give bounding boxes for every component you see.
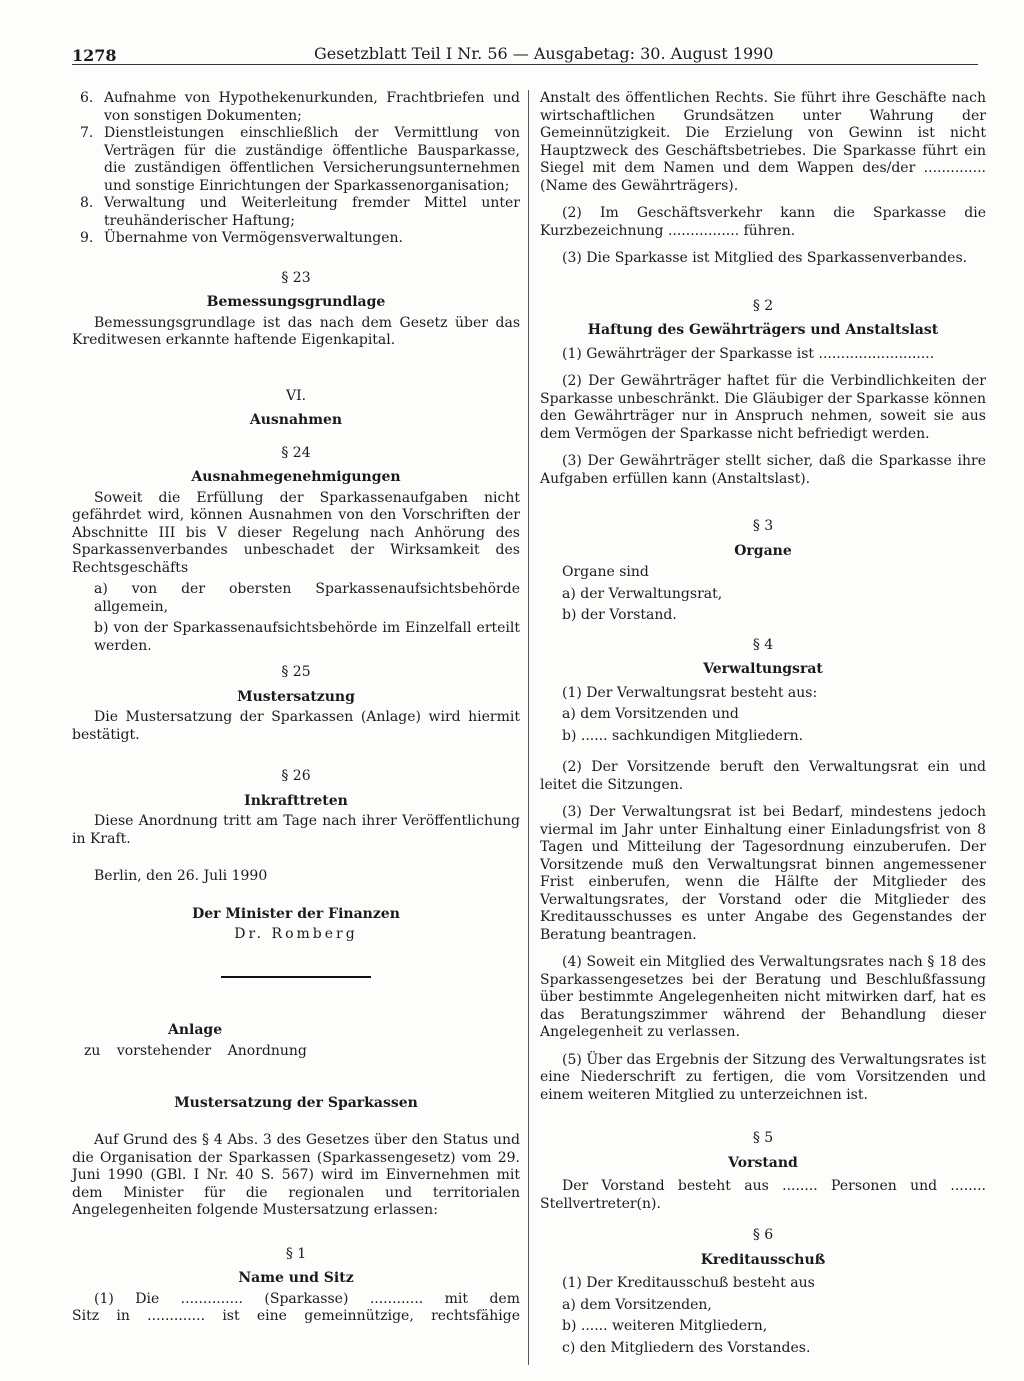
paragraph-line: (1) Die .............. (Sparkasse) ............ mit dem (94, 1290, 520, 1307)
section-heading: § 2 (752, 297, 774, 314)
paragraph: (2) Im Geschäftsverkehr kann die Sparkasse die Kurzbezeichnung ................ führen. (540, 205, 986, 239)
paragraph: Anstalt des öffentlichen Rechts. Sie führt ihre Geschäfte nach wirtschaftlichen Grundsätzen unter Wahrung der Gemeinnützigkeit. Die Erzielung von Gewinn ist nicht Hauptzweck des Geschäftsbetriebes. Die Sparkasse führt ein Siegel mit dem Namen und dem Wappen des/der .............. (Name des Gewährträgers). (540, 90, 986, 194)
left-column (72, 90, 520, 1326)
paragraph: Auf Grund des § 4 Abs. 3 des Gesetzes über den Status und die Organisation der Sparkassen (Sparkassengesetz) vom 29. Juni 1990 (GBl. I Nr. 40 S. 567) wird im Einvernehmen mit dem Minister für die regionalen und territorialen Angelegenheiten folgende Mustersatzung erlassen: (72, 1132, 520, 1218)
list-item: a) der Verwaltungsrat, (562, 585, 723, 602)
paragraph: (2) Der Vorsitzende beruft den Verwaltungsrat ein und leitet die Sitzungen. (540, 759, 986, 793)
paragraph-line: Sitz in ............. ist eine gemeinnützige, rechtsfähige (72, 1308, 520, 1324)
section-heading: § 24 (281, 444, 311, 461)
paragraph: Der Vorstand besteht aus ........ Personen und ........ Stellvertreter(n). (540, 1178, 986, 1212)
section-heading: § 23 (281, 269, 311, 286)
section-title: Haftung des Gewährträgers und Anstaltslast (587, 322, 939, 338)
statute-title: Mustersatzung der Sparkassen (174, 1094, 418, 1111)
paragraph: (3) Die Sparkasse ist Mitglied des Sparkassenverbandes. (562, 250, 968, 266)
paragraph: (5) Über das Ergebnis der Sitzung des Verwaltungsrates ist eine Niederschrift zu fertigen, die vom Vorsitzenden und einem weiteren Mitglied zu unterzeichnen ist. (540, 1051, 986, 1103)
section-title: Name und Sitz (238, 1270, 354, 1286)
section-heading: § 6 (752, 1227, 774, 1243)
page-number: 1278 (72, 46, 117, 65)
paragraph: (3) Der Verwaltungsrat ist bei Bedarf, mindestens jedoch viermal im Jahr unter Einhaltung einer Einladungsfrist von 8 Tagen und Mitteilung der Tagesordnung einzuberufen. Der Vorsitzende muß den Verwaltungsrat binnen angemessener Frist einberufen, wenn die Hälfte der Mitglieder des Verwaltungsrates, der Vorstand oder die Mitglieder des Kreditausschusses es unter Angabe des Gegenstandes der Beratung beantragen. (540, 804, 986, 943)
signatory-name: Dr. Romberg (234, 926, 358, 942)
list-item: 7. Dienstleistungen einschließlich der Vermittlung von Verträgen für die zuständige öffentliche Bausparkasse, die zuständigen öffentlichen Versicherungsunternehmen und sonstige Einrichtungen der Sparkassenorganisation; (80, 125, 520, 194)
section-heading: § 25 (281, 664, 311, 680)
paragraph: (3) Der Gewährträger stellt sicher, daß die Sparkasse ihre Aufgaben erfüllen kann (Anstaltslast). (540, 453, 986, 487)
section-heading: § 1 (285, 1245, 307, 1262)
header-rule (72, 64, 978, 65)
section-title: Mustersatzung (237, 688, 355, 705)
gazette-title: Gesetzblatt Teil I Nr. 56 — Ausgabetag: 30. August 1990 (314, 44, 774, 63)
list-item: 6. Aufnahme von Hypothekenurkunden, Frachtbriefen und von sonstigen Dokumenten; (80, 90, 520, 124)
annex-subtitle: zu vorstehender Anordnung (84, 1043, 307, 1059)
column-divider (528, 90, 529, 1365)
paragraph: (4) Soweit ein Mitglied des Verwaltungsrates nach § 18 des Sparkassengesetzes bei der Beratung und Beschlußfassung über bestimmte Angelegenheiten nicht mitwirken darf, hat es das Beratungszimmer während der Behandlung dieser Angelegenheit zu verlassen. (540, 954, 986, 1040)
list-item: b) ...... weiteren Mitgliedern, (562, 1318, 768, 1334)
paragraph: (1) Der Kreditausschuß besteht aus (562, 1275, 815, 1291)
section-title: Kreditausschuß (700, 1251, 826, 1268)
list-item: 9. Übernahme von Vermögensverwaltungen. (80, 230, 403, 246)
list-item: b) von der Sparkassenaufsichtsbehörde im Einzelfall erteilt werden. (94, 620, 520, 654)
part-numeral: VI. (285, 387, 307, 404)
annex-label: Anlage (168, 1021, 223, 1038)
list-item: a) dem Vorsitzenden und (562, 706, 739, 722)
list-item: b) der Vorstand. (562, 607, 677, 623)
list-item: c) den Mitgliedern des Vorstandes. (562, 1339, 811, 1356)
paragraph: Die Mustersatzung der Sparkassen (Anlage) wird hiermit bestätigt. (72, 709, 520, 743)
list-item: a) dem Vorsitzenden, (562, 1296, 712, 1313)
right-column (540, 90, 986, 1357)
paragraph: (1) Der Verwaltungsrat besteht aus: (562, 684, 818, 701)
paragraph: Diese Anordnung tritt am Tage nach ihrer Veröffentlichung in Kraft. (72, 813, 520, 847)
section-heading: § 26 (281, 768, 311, 784)
list-item: b) ...... sachkundigen Mitgliedern. (562, 727, 804, 744)
signatory-title: Der Minister der Finanzen (192, 905, 400, 922)
section-title: Organe (734, 542, 792, 559)
paragraph: (2) Der Gewährträger haftet für die Verbindlichkeiten der Sparkasse unbeschränkt. Die Gläubiger der Sparkasse können den Gewährträger nur in Anspruch nehmen, soweit sie aus dem Vermögen der Sparkasse nicht befriedigt werden. (540, 373, 986, 442)
section-title: Vorstand (728, 1154, 798, 1171)
paragraph: Bemessungsgrundlage ist das nach dem Gesetz über das Kreditwesen erkannte haftende Eigenkapital. (72, 314, 520, 348)
section-heading: § 3 (752, 518, 774, 534)
section-title: Bemessungsgrundlage (206, 294, 386, 310)
paragraph: (1) Gewährträger der Sparkasse ist .......................... (562, 345, 935, 362)
section-title: Inkrafttreten (244, 792, 348, 809)
section-heading: § 5 (752, 1130, 774, 1146)
list-item: 8. Verwaltung und Weiterleitung fremder Mittel unter treuhänderischer Haftung; (80, 195, 520, 229)
section-title: Verwaltungsrat (703, 661, 823, 677)
section-heading: § 4 (752, 636, 774, 653)
place-date: Berlin, den 26. Juli 1990 (94, 868, 268, 884)
paragraph: Organe sind (562, 564, 649, 580)
list-item: a) von der obersten Sparkassenaufsichtsbehörde allgemein, (94, 581, 520, 615)
paragraph: Soweit die Erfüllung der Sparkassenaufgaben nicht gefährdet wird, können Ausnahmen von den Vorschriften der Abschnitte III bis V dieser Regelung nach Anhörung des Sparkassenverbandes unbeschadet der Wirksamkeit des Rechtsgeschäfts (72, 489, 520, 576)
part-title: Ausnahmen (249, 412, 343, 428)
section-title: Ausnahmegenehmigungen (191, 469, 401, 485)
signature-rule (221, 976, 371, 978)
